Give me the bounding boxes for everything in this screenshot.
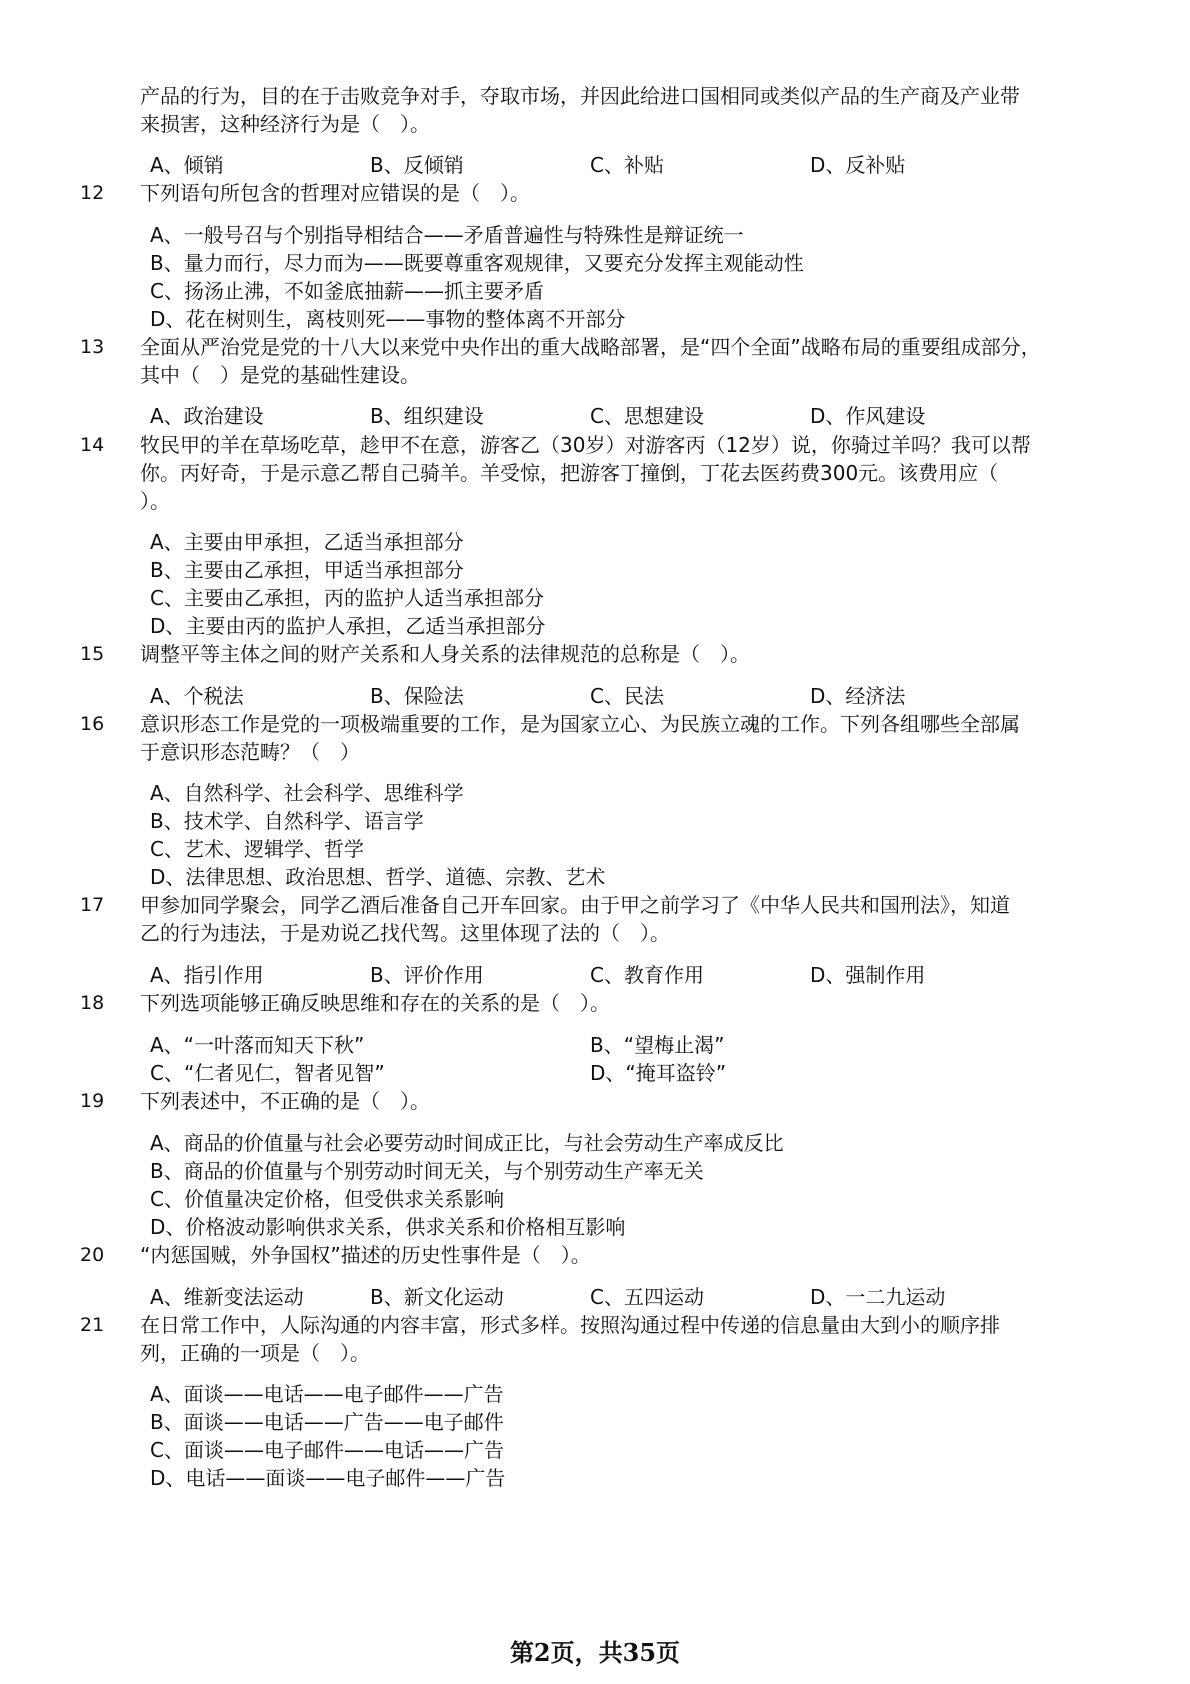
question-text-line: 牧民甲的羊在草场吃草，趁甲不在意，游客乙（30岁）对游客丙（12岁）说，你骑过羊吗？我可以帮 <box>140 433 1031 457</box>
question-text-line: 甲参加同学聚会，同学乙酒后准备自己开车回家。由于甲之前学习了《中华人民共和国刑法》，知道 <box>140 893 1010 917</box>
option-c: C、价值量决定价格，但受供求关系影响 <box>150 1187 504 1211</box>
option-d: D、主要由丙的监护人承担，乙适当承担部分 <box>150 614 546 638</box>
option-d: D、强制作用 <box>810 963 926 987</box>
option-c: C、思想建设 <box>590 404 704 428</box>
option-b: B、新文化运动 <box>370 1285 504 1309</box>
option-a: A、维新变法运动 <box>150 1285 304 1309</box>
question-text-line: 其中（ ）是党的基础性建设。 <box>140 363 420 387</box>
question-number: 12 <box>80 182 105 204</box>
option-a: A、一般号召与个别指导相结合——矛盾普遍性与特殊性是辩证统一 <box>150 223 744 247</box>
option-b: B、商品的价值量与个别劳动时间无关，与个别劳动生产率无关 <box>150 1159 704 1183</box>
option-b: B、技术学、自然科学、语言学 <box>150 809 424 833</box>
question-text-line: 下列语句所包含的哲理对应错误的是（ ）。 <box>140 181 530 205</box>
option-c: C、扬汤止沸，不如釜底抽薪——抓主要矛盾 <box>150 279 544 303</box>
question-number: 14 <box>80 434 105 456</box>
question-text-line: 产品的行为，目的在于击败竞争对手，夺取市场，并因此给进口国相同或类似产品的生产商及产业带 <box>140 84 1020 108</box>
question-text-line: 你。丙好奇，于是示意乙帮自己骑羊。羊受惊，把游客丁撞倒，丁花去医药费300元。该费用应（ <box>140 461 999 485</box>
question-text-line: 于意识形态范畴？（ ） <box>140 740 360 764</box>
question-text-line: 在日常工作中，人际沟通的内容丰富，形式多样。按照沟通过程中传递的信息量由大到小的顺序排 <box>140 1313 1000 1337</box>
option-b: B、保险法 <box>370 684 464 708</box>
question-number: 17 <box>80 894 105 916</box>
question-number: 19 <box>80 1090 105 1112</box>
question-text-line: 来损害，这种经济行为是（ ）。 <box>140 112 430 136</box>
option-d: D、“掩耳盗铃” <box>590 1061 727 1085</box>
option-a: A、商品的价值量与社会必要劳动时间成正比，与社会劳动生产率成反比 <box>150 1131 784 1155</box>
question-text-line: 意识形态工作是党的一项极端重要的工作，是为国家立心、为民族立魂的工作。下列各组哪些全部属 <box>140 712 1020 736</box>
question-text-line: 调整平等主体之间的财产关系和人身关系的法律规范的总称是（ ）。 <box>140 642 750 666</box>
question-number: 20 <box>80 1244 105 1266</box>
question-text-line: 下列表述中，不正确的是（ ）。 <box>140 1089 430 1113</box>
option-a: A、“一叶落而知天下秋” <box>150 1033 365 1057</box>
option-c: C、主要由乙承担，丙的监护人适当承担部分 <box>150 586 544 610</box>
question-number: 16 <box>80 713 105 735</box>
option-b: B、主要由乙承担，甲适当承担部分 <box>150 558 464 582</box>
option-a: A、倾销 <box>150 153 224 177</box>
option-c: C、教育作用 <box>590 963 704 987</box>
option-c: C、“仁者见仁，智者见智” <box>150 1061 385 1085</box>
option-d: D、作风建设 <box>810 404 926 428</box>
option-d: D、花在树则生，离枝则死——事物的整体离不开部分 <box>150 307 626 331</box>
question-text-line: 列，正确的一项是（ ）。 <box>140 1341 370 1365</box>
option-b: B、评价作用 <box>370 963 484 987</box>
question-number: 15 <box>80 643 105 665</box>
option-b: B、“望梅止渴” <box>590 1033 725 1057</box>
option-a: A、自然科学、社会科学、思维科学 <box>150 781 464 805</box>
option-d: D、经济法 <box>810 684 906 708</box>
option-a: A、个税法 <box>150 684 244 708</box>
page-number-footer: 第2页，共35页 <box>509 1638 681 1667</box>
option-c: C、面谈——电子邮件——电话——广告 <box>150 1438 504 1462</box>
option-c: C、艺术、逻辑学、哲学 <box>150 837 364 861</box>
question-number: 18 <box>80 992 105 1014</box>
question-text-line: 乙的行为违法，于是劝说乙找代驾。这里体现了法的（ ）。 <box>140 921 670 945</box>
question-text-line: ）。 <box>140 489 170 513</box>
option-b: B、组织建设 <box>370 404 484 428</box>
option-d: D、价格波动影响供求关系，供求关系和价格相互影响 <box>150 1215 626 1239</box>
question-text-line: 下列选项能够正确反映思维和存在的关系的是（ ）。 <box>140 991 610 1015</box>
option-a: A、政治建设 <box>150 404 264 428</box>
question-number: 21 <box>80 1314 105 1336</box>
option-b: B、反倾销 <box>370 153 464 177</box>
option-d: D、一二九运动 <box>810 1285 946 1309</box>
question-text-line: 全面从严治党是党的十八大以来党中央作出的重大战略部署，是“四个全面”战略布局的重要组成部分， <box>140 335 1041 359</box>
option-d: D、电话——面谈——电子邮件——广告 <box>150 1466 506 1490</box>
option-c: C、补贴 <box>590 153 664 177</box>
option-b: B、量力而行，尽力而为——既要尊重客观规律，又要充分发挥主观能动性 <box>150 251 804 275</box>
option-d: D、法律思想、政治思想、哲学、道德、宗教、艺术 <box>150 865 606 889</box>
option-d: D、反补贴 <box>810 153 906 177</box>
question-text-line: “内惩国贼，外争国权”描述的历史性事件是（ ）。 <box>140 1243 591 1267</box>
option-c: C、五四运动 <box>590 1285 704 1309</box>
option-a: A、主要由甲承担，乙适当承担部分 <box>150 530 464 554</box>
option-a: A、面谈——电话——电子邮件——广告 <box>150 1382 504 1406</box>
option-a: A、指引作用 <box>150 963 264 987</box>
question-number: 13 <box>80 336 105 358</box>
option-c: C、民法 <box>590 684 664 708</box>
option-b: B、面谈——电话——广告——电子邮件 <box>150 1410 504 1434</box>
